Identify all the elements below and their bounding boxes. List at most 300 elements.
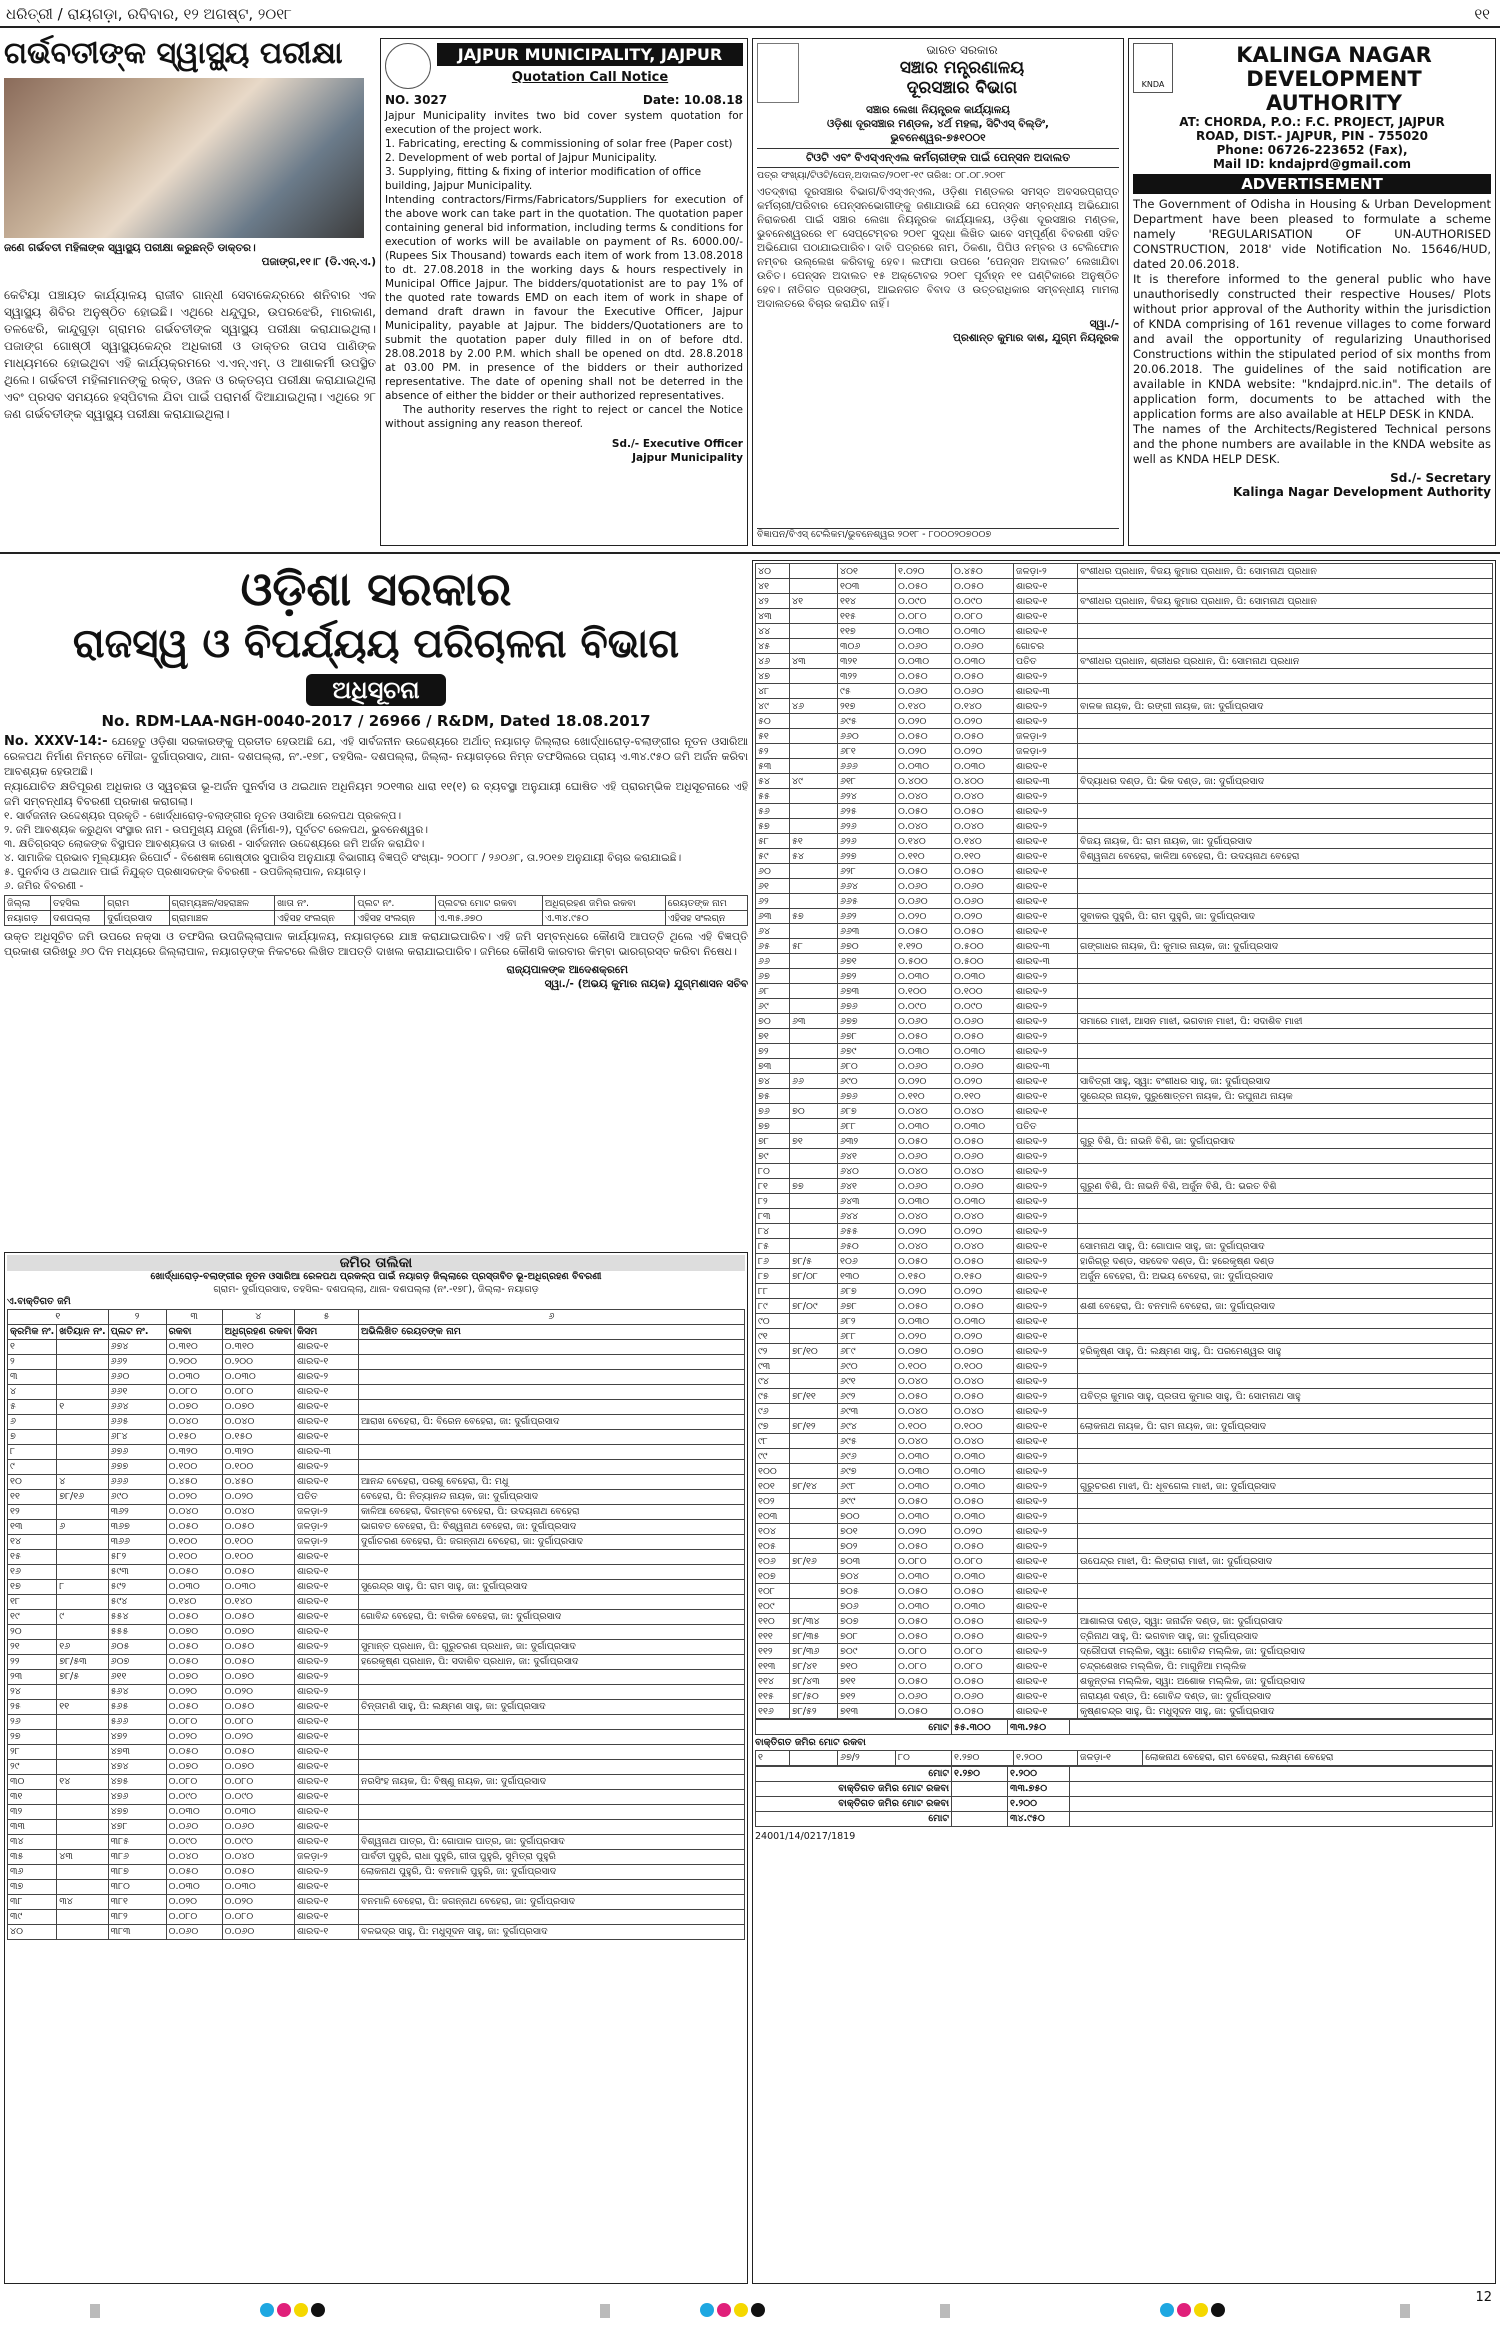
right-table-row-cell: ୬୭୨ <box>838 969 896 984</box>
right-table-row-cell: ୧୦୩ <box>838 579 896 594</box>
right-table-row-cell <box>790 1284 838 1299</box>
right-table-row-cell: ୭୮/୦୮ <box>790 1269 838 1284</box>
right-table-row-cell: ୬୩ <box>756 909 790 924</box>
right-table-row <box>756 999 1493 1014</box>
left-table-row-cell: ୩୭ <box>8 1879 57 1894</box>
left-table-row-cell: ୪୭୮ <box>108 1819 166 1834</box>
left-table-row <box>8 1399 745 1414</box>
right-table-row <box>756 1104 1493 1119</box>
right-table-row-cell: ୦.୦୭୦ <box>896 1344 952 1359</box>
left-table-row-cell: ୩୦ <box>8 1774 57 1789</box>
right-table-row <box>756 744 1493 759</box>
right-table-row-cell: ୦.୫୦୦ <box>896 954 952 969</box>
schedule-header: କ୍ରମିକ ନଂ. <box>8 1324 57 1339</box>
right-table-row-cell: ୦.୦୨୦ <box>896 1074 952 1089</box>
left-table-row-cell: ୩୮୫ <box>108 1834 166 1849</box>
schedule-header: ପ୍ଲଟ ନଂ. <box>108 1324 166 1339</box>
left-table-row-cell: ଶାରଦ-୧ <box>294 1924 358 1939</box>
right-table-row-cell: ୦.୦୫୦ <box>896 1539 952 1554</box>
left-table-row-cell: ଶାରଦ-୧ <box>294 1744 358 1759</box>
right-table-row-cell: ୦.୦୩୦ <box>896 1569 952 1584</box>
left-table-row-cell: ବନମାଳି ବେହେରା, ପି: ଜଗନ୍ନାଥ ବେହେରା, ଜା: ଦୁର୍ଗାପ୍ରସାଦ <box>358 1894 744 1909</box>
jajpur-notice <box>380 38 748 546</box>
right-table-row <box>756 1044 1493 1059</box>
right-table-row-cell: ଶାରଦ-୨ <box>1014 1164 1078 1179</box>
right-table-row-cell: ଶାରଦ-୧ <box>1014 1419 1078 1434</box>
left-table-row <box>8 1924 745 1939</box>
left-table-row <box>8 1894 745 1909</box>
right-table-row-cell: ୫୭ <box>756 819 790 834</box>
left-table-row-cell: ୦.୦୫୦ <box>166 1639 222 1654</box>
right-table-row <box>756 1449 1493 1464</box>
right-table-row-cell: ଶାରଦ-୨ <box>1014 1389 1078 1404</box>
right-table-row-cell <box>1078 1599 1493 1614</box>
left-table-row-cell: ୦.୦୫୦ <box>166 1564 222 1579</box>
left-table-row <box>8 1549 745 1564</box>
right-table-row-cell: ଶାରଦ-୧ <box>1014 1554 1078 1569</box>
right-table-row-cell: ୦.୦୫୦ <box>952 729 1014 744</box>
left-table-row-cell <box>358 1444 744 1459</box>
right-table-row-cell: ୬୭୧ <box>838 954 896 969</box>
right-table-row-cell: ୦.୫୦୦ <box>952 939 1014 954</box>
jajpur-title: JAJPUR MUNICIPALITY, JAJPUR <box>437 43 743 66</box>
summary-header: ଗ୍ରାମ୍ୟଞ୍ଚଳ/ସହରାଞ୍ଚଳ <box>169 896 275 911</box>
right-table-row-cell: ୭୮/୧୨ <box>790 1419 838 1434</box>
left-table-row-cell: ୦.୦୨୦ <box>166 1729 222 1744</box>
black-dot-icon <box>751 2303 765 2317</box>
schedule-header: ଖତିୟାନ ନଂ. <box>57 1324 108 1339</box>
left-table-row <box>8 1864 745 1879</box>
right-table-row <box>756 1419 1493 1434</box>
summary-cell: ନୟାଗଡ଼ <box>5 911 51 926</box>
right-table-row-cell <box>790 639 838 654</box>
right-table-row-cell: ୦.୦୫୦ <box>952 1494 1014 1509</box>
left-table-row-cell <box>358 1624 744 1639</box>
left-table-row <box>8 1594 745 1609</box>
right-table-row-cell: ୬୫୫ <box>838 1224 896 1239</box>
left-table-row-cell: ୨୫ <box>8 1699 57 1714</box>
right-table-row <box>756 1029 1493 1044</box>
left-table-row-cell: ୨୭ <box>8 1729 57 1744</box>
right-table-row-cell: ସୋମନାଥ ସାହୁ, ପି: ଗୋପାଳ ସାହୁ, ଜା: ଦୁର୍ଗାପ୍ରସାଦ <box>1078 1239 1493 1254</box>
right-table-row-cell: ୦.୦୩୦ <box>896 1599 952 1614</box>
left-table-row-cell: ୦.୦୮୦ <box>222 1384 294 1399</box>
right-table-row-cell: ୦.୪୦୦ <box>896 774 952 789</box>
right-table-row <box>756 1569 1493 1584</box>
summary-cell: ଦୁର୍ଗାପ୍ରସାଦ <box>105 911 169 926</box>
right-table-row-cell: ୦.୧୧୦ <box>896 849 952 864</box>
knda-logo-text: KNDA <box>1141 80 1165 89</box>
right-table-row-cell: ୦.୦୫୦ <box>952 1704 1014 1719</box>
right-table-row-cell: ୦.୦୩୦ <box>896 1194 952 1209</box>
dot-line-4: ସଞ୍ଚାର ଲେଖା ନିୟନ୍ତ୍ରକ କାର୍ଯ୍ୟାଳୟ <box>866 104 1010 116</box>
schedule-colnum-row <box>8 1309 745 1324</box>
right-table-row <box>756 1074 1493 1089</box>
right-table-row-cell: ଶାରଦ-୨ <box>1014 1179 1078 1194</box>
right-table-row-cell: ୪୦ <box>756 564 790 579</box>
left-table-row-cell: ୦.୦୭୦ <box>222 1624 294 1639</box>
left-table-row-cell: ୦.୪୫୦ <box>222 1474 294 1489</box>
right-table-row <box>756 1254 1493 1269</box>
summary-cell: ଏ.୩୪.୯୫୦ <box>542 911 665 926</box>
total-row <box>756 1766 1493 1781</box>
right-table-row-cell: ୦.୦୩୦ <box>896 1479 952 1494</box>
page-number-bottom: 12 <box>1475 2290 1492 2305</box>
right-table-row-cell: ୦.୦୫୦ <box>952 924 1014 939</box>
left-table-row-cell: ୪୭୭ <box>108 1804 166 1819</box>
right-table-row-cell: ୦.୦୫୦ <box>952 1029 1014 1044</box>
right-table-row-cell <box>790 1044 838 1059</box>
right-table-row-cell: ୦.୦୩୦ <box>896 654 952 669</box>
right-table-row-cell: ୧୧୫ <box>838 609 896 624</box>
schedule-colnum: ୩ <box>166 1309 222 1324</box>
right-table-row <box>756 1644 1493 1659</box>
right-table-row-cell <box>1078 1359 1493 1374</box>
right-table-row-cell: ୮୮ <box>756 1284 790 1299</box>
jajpur-sign-1: Sd./- Executive Officer <box>611 438 743 450</box>
right-table-row-cell: ୬୨୬ <box>838 834 896 849</box>
right-table-row <box>756 1509 1493 1524</box>
right-table-row-cell <box>790 864 838 879</box>
right-table-row-cell: ୬୭୯ <box>838 1044 896 1059</box>
right-table-row-cell: ୦.୪୦୦ <box>952 774 1014 789</box>
right-table-row-cell: ଶାରଦ-୧ <box>1014 1584 1078 1599</box>
summary-header: ଖାତା ନଂ. <box>275 896 355 911</box>
right-table-row-cell: ୧୦୦ <box>756 1464 790 1479</box>
left-table-row-cell <box>57 1354 108 1369</box>
color-bar <box>1160 2302 1228 2321</box>
right-table-row-cell <box>1078 1044 1493 1059</box>
right-table-row-cell: ଅର୍ଜୁନ ବେହେରା, ପି: ଅଭୟ ବେହେରା, ଜା: ଦୁର୍ଗାପ୍ରସାଦ <box>1078 1269 1493 1284</box>
right-table-row-cell: ବିଦ୍ୟାଧର ଦଣ୍ଡ, ପି: ଭିକ ଦଣ୍ଡ, ଜା: ଦୁର୍ଗାପ୍ରସାଦ <box>1078 774 1493 789</box>
section-divider <box>0 552 1500 554</box>
left-table-row <box>8 1384 745 1399</box>
right-table-row-cell: ୭୪ <box>756 1074 790 1089</box>
right-table-row-cell: ୦.୦୬୦ <box>952 1014 1014 1029</box>
right-table-row-cell: ଶାରଦ-୧ <box>1014 1569 1078 1584</box>
right-table-row-cell: ପବିତ୍ର କୁମାର ସାହୁ, ପ୍ରତାପ କୁମାର ସାହୁ, ପି: ସୋମନାଥ ସାହୁ <box>1078 1389 1493 1404</box>
left-table-row-cell: ବିଶ୍ୱନାଥ ପାତ୍ର, ପି: ଗୋପାଳ ପାତ୍ର, ଜା: ଦୁର୍ଗାପ୍ରସାଦ <box>358 1834 744 1849</box>
total-cell: ବାକ୍ତିଗତ ଜମିର ମୋଟ ରକବା <box>756 1781 952 1796</box>
govt-land-section: ବାକ୍ତିଗତ ଜମିର ମୋଟ ରକବା <box>755 1737 866 1748</box>
left-table-row-cell: ୦.୧୫୦ <box>166 1429 222 1444</box>
left-table-row-cell: ଶାରଦ-୧ <box>294 1339 358 1354</box>
right-table-row-cell: ଶାରଦ-୧ <box>1014 909 1078 924</box>
right-table-row-cell: ଶାରଦ-୨ <box>1014 669 1078 684</box>
left-table-row-cell: ଶାରଦ-୩ <box>294 1444 358 1459</box>
crop-mark <box>940 2304 950 2318</box>
right-table-row-cell <box>1078 1119 1493 1134</box>
left-table-row-cell: ୦.୦୨୦ <box>222 1684 294 1699</box>
right-table-row-cell: ଆଶାଲତା ଦଣ୍ଡ, ସ୍ୱା: ଜନାର୍ଦ୍ଦନ ଦଣ୍ଡ, ଜା: ଦୁର୍ଗାପ୍ରସାଦ <box>1078 1614 1493 1629</box>
right-table-row-cell: ୬୨୮ <box>838 864 896 879</box>
left-table-row-cell: ୦.୩୧୦ <box>166 1339 222 1354</box>
right-table-row-cell: ୦.୦୨୦ <box>952 1074 1014 1089</box>
right-table-row <box>756 594 1493 609</box>
right-table-row-cell: ଶାରଦ-୨ <box>1014 714 1078 729</box>
right-table-row-cell: ୬୪୩ <box>838 1194 896 1209</box>
right-table-row-cell: ୬୨ <box>756 894 790 909</box>
right-table-row-cell: ୬୯୫ <box>838 1434 896 1449</box>
right-table-row-cell <box>790 1584 838 1599</box>
right-table-row-cell: ଶାରଦ-୨ <box>1014 1524 1078 1539</box>
govt-notif-no: No. RDM-LAA-NGH-0040-2017 / 26966 / R&DM, Dated 18.08.2017 <box>101 712 651 730</box>
left-table-row-cell: ଭାଗବତ ବେହେରା, ପି: ବିଶ୍ୱନାଥ ବେହେରା, ଜା: ଦୁର୍ଗାପ୍ରସାଦ <box>358 1519 744 1534</box>
right-table-row-cell: ୧୦୫ <box>756 1539 790 1554</box>
right-table-row-cell: ଶାରଦ-୨ <box>1014 1629 1078 1644</box>
right-table-row-cell <box>790 1569 838 1584</box>
knda-phone: Phone: 06726-223652 (Fax), <box>1216 143 1408 157</box>
govt-table-row-cell: ଜଳଡ଼ା-୧ <box>1078 1750 1143 1765</box>
right-table-row <box>756 1014 1493 1029</box>
right-table-row <box>756 969 1493 984</box>
right-table-row-cell: ୦.୦୬୦ <box>952 1149 1014 1164</box>
right-table-row-cell: ୦.୦୨୦ <box>952 1284 1014 1299</box>
left-table-row-cell <box>57 1879 108 1894</box>
dot-sig-1: ସ୍ୱା./- <box>1089 317 1119 330</box>
right-table-row-cell: ୬୭୦ <box>838 939 896 954</box>
right-table-row-cell: ୭୮/୧୬ <box>790 1554 838 1569</box>
right-table-row-cell <box>790 1494 838 1509</box>
left-table-row <box>8 1669 745 1684</box>
left-table-row-cell: ୦.୦୬୦ <box>222 1819 294 1834</box>
left-table-row-cell <box>57 1684 108 1699</box>
right-table-row-cell: ୩୨୧ <box>838 654 896 669</box>
right-table-row-cell: ୩୦୬ <box>838 639 896 654</box>
right-table-row-cell <box>1078 1464 1493 1479</box>
left-table-row-cell: ଶାରଦ-୧ <box>294 1609 358 1624</box>
left-table-row-cell: ୦.୨୦୦ <box>166 1354 222 1369</box>
right-table-row-cell: ୦.୧୧୦ <box>952 849 1014 864</box>
right-table-row-cell: ୭୦୮ <box>838 1629 896 1644</box>
right-table-row-cell: ୦.୦୬୦ <box>896 1014 952 1029</box>
jajpur-body: Intending contractors/Firms/Fabricators/Suppliers for execution of the above work can take part in the quotation. The quotation paper containing general bid information, including terms & conditions for execution of works will be available on payment of Rs. 6000.00/- (Rupees Six Thousand) towards each item of work from 13.08.2018 to dt. 27.08.2018 in the working days & hours respectively in Municipal Office Jajpur. The bidders/quotationist are to pay 1% of the quoted rate towards EMD on each item of work in shape of demand draft drawn in favour the Executive Officer, Jajpur Municipality, payable at Jajpur. The bidders/Quotationers are to submit the quotation paper duly filled in on of before dtd. 28.08.2018 by 2.00 P.M. which shall be opened on dtd. 28.8.2018 at 03.00 PM. in presence of the bidders or their authorized representative. The date of opening shall not be deterred in the absence of either the bidder or their authorized representatives. <box>385 194 743 402</box>
right-table-row-cell: ୦.୦୪୦ <box>896 1209 952 1224</box>
right-table-row-cell: ଗୋଚର <box>1014 639 1078 654</box>
left-table-row-cell <box>57 1429 108 1444</box>
right-table-row-cell: ୬୨୬ <box>838 819 896 834</box>
left-table-row-cell <box>57 1504 108 1519</box>
schedule-colnum: ୪ <box>222 1309 294 1324</box>
left-table-row <box>8 1459 745 1474</box>
right-total-area: ୫୫.୩୦୦ <box>952 1720 1008 1735</box>
left-table-row-cell: ୫୫୫ <box>108 1624 166 1639</box>
govt-order: ରାଜ୍ୟପାଳଙ୍କ ଆଦେଶକ୍ରମେ <box>506 964 628 976</box>
right-table-row-cell <box>790 879 838 894</box>
right-table-row-cell <box>1078 1104 1493 1119</box>
right-table-row-cell: ୦.୦୪୦ <box>952 1164 1014 1179</box>
black-dot-icon <box>1211 2303 1225 2317</box>
right-table-row-cell: ୦.୦୪୦ <box>952 819 1014 834</box>
left-table-row-cell <box>57 1729 108 1744</box>
left-table-row-cell <box>57 1819 108 1834</box>
right-table-row-cell: ବଂଶୀଧର ପ୍ରଧାନ, ବିଜୟ କୁମାର ପ୍ରଧାନ, ପି: ସୋମନାଥ ପ୍ରଧାନ <box>1078 594 1493 609</box>
right-table-row <box>756 1479 1493 1494</box>
right-table-row-cell: ୭୧ <box>756 1029 790 1044</box>
left-table-row <box>8 1684 745 1699</box>
left-table-row-cell: ୦.୦୫୦ <box>222 1864 294 1879</box>
govt-list-6: ୬. ଜମିର ବିବରଣୀ - <box>4 880 84 892</box>
right-table-row-cell: ୪୦୧ <box>838 564 896 579</box>
right-table-row-cell: ୪୪ <box>756 624 790 639</box>
right-table-row-cell: ୬୭୭ <box>838 1014 896 1029</box>
right-table-row-cell: ୦.୦୬୦ <box>896 1689 952 1704</box>
right-table-row-cell: ୦.୦୬୦ <box>952 1179 1014 1194</box>
left-table-row <box>8 1534 745 1549</box>
govt-list-4: ୪. ସାମାଜିକ ପ୍ରଭାବ ମୂଲ୍ୟାୟନ ରିପୋର୍ଟ - ବିଶେଷଜ୍ଞ ଗୋଷ୍ଠୀର ସୁପାରିସ ଅନୁଯାୟୀ ବିଭାଗୀୟ ବିଜ୍ଞପ୍ତି ସଂଖ୍ୟା- ୨୦୦୮୮ / ୨୬୦୬୮, ତା.୨୦୧୭ ଅନୁଯାୟୀ ବିଚାର କରାଯାଇଛି। <box>4 852 682 864</box>
right-table-row-cell: ୫୫ <box>756 789 790 804</box>
left-table-row-cell: ଶାରଦ-୨ <box>294 1639 358 1654</box>
left-table-row-cell <box>57 1924 108 1939</box>
right-table-row-cell: ୦.୦୫୦ <box>952 1299 1014 1314</box>
right-table-row-cell: ୬୯୨ <box>838 1389 896 1404</box>
right-table-row-cell: ୧୧୪ <box>756 1674 790 1689</box>
left-table-row <box>8 1504 745 1519</box>
right-table-row-cell: ୭୭ <box>756 1119 790 1134</box>
right-table-row-cell: ୬୯୫ <box>838 714 896 729</box>
left-table-row-cell: ୪୭୩ <box>108 1744 166 1759</box>
schedule-right-total <box>755 1719 1493 1735</box>
color-bar <box>700 2302 768 2321</box>
left-table-row <box>8 1519 745 1534</box>
news-article <box>4 34 376 554</box>
govt-table-row-cell: ୧.୨୭୦ <box>952 1750 1014 1765</box>
right-table-row-cell: ୫୧ <box>756 729 790 744</box>
left-table-row-cell: ୬ <box>8 1414 57 1429</box>
right-table-row-cell <box>790 924 838 939</box>
knda-ad <box>1128 38 1496 546</box>
left-table-row-cell: ଶାରଦ-୨ <box>294 1669 358 1684</box>
left-table-row-cell: ୦.୦୪୦ <box>222 1849 294 1864</box>
govt-title-2: ରାଜସ୍ୱ ଓ ବିପର୍ଯ୍ୟୟ ପରିଚାଳନା ବିଭାଗ <box>72 621 680 667</box>
govt-table-row-cell: ଲୋକନାଥ ବେହେରା, ରାମ ବେହେରା, ଲକ୍ଷ୍ମଣ ବେହେରା <box>1143 1750 1493 1765</box>
right-table-row-cell: ଶାରଦ-୨ <box>1014 1449 1078 1464</box>
knda-title-1: KALINGA NAGAR <box>1236 43 1432 67</box>
right-table-row-cell: ୬୪୦ <box>838 1164 896 1179</box>
right-table-row-cell: ୫୦ <box>756 714 790 729</box>
right-table-row-cell: ୦.୦୩୦ <box>952 1044 1014 1059</box>
right-table-row-cell: ୦.୦୪୦ <box>952 1104 1014 1119</box>
left-table-row-cell <box>57 1789 108 1804</box>
right-table-row-cell: ୪୧ <box>790 594 838 609</box>
right-table-row-cell: ୦.୦୫୦ <box>896 1254 952 1269</box>
right-table-row-cell <box>790 624 838 639</box>
summary-header: ପ୍ଲଟର ମୋଟ ରକବା <box>435 896 542 911</box>
right-table-row <box>756 1209 1493 1224</box>
left-table-row-cell: ୦.୦୫୦ <box>222 1564 294 1579</box>
knda-logo <box>1133 43 1173 93</box>
left-table-row <box>8 1744 745 1759</box>
right-table-row-cell: ୦.୦୪୦ <box>952 1404 1014 1419</box>
summary-header: ଅଧିଗ୍ରହଣ ଜମିର ରକବା <box>542 896 665 911</box>
right-table-row-cell: ୦.୦୫୦ <box>952 1629 1014 1644</box>
knda-mail: Mail ID: kndajprd@gmail.com <box>1212 157 1412 171</box>
right-table-row-cell: ୦.୦୮୦ <box>896 609 952 624</box>
left-table-row-cell: ୪୩ <box>57 1849 108 1864</box>
right-table-row-cell: ଶାରଦ-୩ <box>1014 684 1078 699</box>
right-table-row-cell: ୬୭୮ <box>838 1299 896 1314</box>
right-table-row-cell: ଶାରଦ-୩ <box>1014 774 1078 789</box>
left-table-row-cell <box>358 1339 744 1354</box>
right-table-row-cell: ବଂଶୀଧର ପ୍ରଧାନ, ଶ୍ରୀଧର ପ୍ରଧାନ, ପି: ସୋମନାଥ ପ୍ରଧାନ <box>1078 654 1493 669</box>
right-table-row-cell <box>1078 969 1493 984</box>
right-table-row-cell: ୦.୦୫୦ <box>952 1134 1014 1149</box>
right-table-row-cell: ୭୮/୪୩ <box>790 1674 838 1689</box>
right-table-row-cell: ୦.୦୯୦ <box>896 999 952 1014</box>
left-table-row-cell: ୬୭୭ <box>108 1459 166 1474</box>
right-table-row-cell: ୦.୦୮୦ <box>952 609 1014 624</box>
total-blank <box>1070 1811 1493 1826</box>
right-table-row-cell: ବଂଶୀଧର ପ୍ରଧାନ, ବିଜୟ କୁମାର ପ୍ରଧାନ, ପି: ସୋମନାଥ ପ୍ରଧାନ <box>1078 564 1493 579</box>
right-table-row-cell: ଶାରଦ-୧ <box>1014 1104 1078 1119</box>
right-table-row <box>756 1659 1493 1674</box>
left-table-row-cell <box>57 1594 108 1609</box>
right-table-row-cell <box>790 789 838 804</box>
left-table-row-cell: ୨୩ <box>8 1669 57 1684</box>
govt-para-1-text: ଯେହେତୁ ଓଡ଼ିଶା ସରକାରଙ୍କୁ ପ୍ରତୀତ ହେଉଅଛି ଯେ, ଏହି ସାର୍ବଜନୀନ ଉଦ୍ଦେଶ୍ୟରେ ଅର୍ଥାତ୍ ନୟାଗଡ଼ ଜିଲ୍ଲାର ଖୋର୍ଦ୍ଧାରୋଡ଼-ବଲାଙ୍ଗୀର ନୂତନ ଓସାରିଆ ରେଳପଥ ନିର୍ମାଣ ନିମନ୍ତେ ମୌଜା- ଦୁର୍ଗାପ୍ରସାଦ, ଥାନା- ଦଶପଲ୍ଲା, ନଂ.-୧୭୮, ତହସିଲ- ଦଶପଲ୍ଲା, ଜିଲ୍ଲା- ନୟାଗଡ଼ରେ ନିମ୍ନ ତଫସିଲରେ ପ୍ରାୟ ଏ.୩୪.୯୫୦ ଜମି ଅର୍ଜନ କରିବା ଆବଶ୍ୟକ ହେଉଅଛି। <box>4 735 748 778</box>
right-table-row-cell: ଶାରଦ-୨ <box>1014 789 1078 804</box>
left-table-row-cell: ୦.୦୭୦ <box>222 1669 294 1684</box>
left-table-row-cell: ୦.୦୪୦ <box>166 1504 222 1519</box>
masthead-left: ଧରିତ୍ରୀ / ରାୟଗଡ଼ା, ରବିବାର, ୧୨ ଅଗଷ୍ଟ, ୨୦୧୮ <box>6 5 292 23</box>
right-table-row-cell: ୬୧ <box>756 879 790 894</box>
right-table-row <box>756 924 1493 939</box>
right-table-row <box>756 984 1493 999</box>
total-row <box>756 1811 1493 1826</box>
left-table-row-cell <box>57 1804 108 1819</box>
summary-header: ରେୟତଙ୍କ ନାମ <box>665 896 747 911</box>
right-table-row-cell: ଶାରଦ-୨ <box>1014 1464 1078 1479</box>
left-table-row-cell: ୬୬୨ <box>108 1354 166 1369</box>
left-table-row-cell: ୫୯୨ <box>108 1579 166 1594</box>
right-table-row-cell: ଶାରଦ-୨ <box>1014 969 1078 984</box>
dot-line-3: ଦୂରସଞ୍ଚାର ବିଭାଗ <box>906 78 1018 98</box>
right-table-row-cell <box>1078 579 1493 594</box>
right-table-row-cell: ଶାରଦ-୨ <box>1014 1194 1078 1209</box>
right-table-row-cell: ୫୩ <box>756 759 790 774</box>
left-table-row-cell: ୦.୧୪୦ <box>166 1594 222 1609</box>
left-table-row-cell: ୦.୦୪୦ <box>222 1414 294 1429</box>
right-table-row-cell: ୭୦୪ <box>838 1569 896 1584</box>
govt-para-2: ନ୍ୟାଯୋଚିତ କ୍ଷତିପୂରଣ ଅଧିକାର ଓ ସ୍ୱଚ୍ଛତା ଭୂ-ଅର୍ଜନ ପୁନର୍ବାସ ଓ ଥଇଥାନ ଅଧିନିୟମ ୨୦୧୩ର ଧାରା ୧୧(୧) ର ବ୍ୟବସ୍ଥା ଅନୁଯାୟୀ ଘୋଷିତ ଏହି ପ୍ରାରମ୍ଭିକ ଅଧିସୂଚନାରେ ଏହି ଜମି ସମ୍ବନ୍ଧୀୟ ବିବରଣୀ ପ୍ରକାଶ କରାଗଲା। <box>4 780 748 808</box>
govt-title-1: ଓଡ଼ିଶା ସରକାର <box>240 562 512 616</box>
right-table-row-cell: ୭୦୭ <box>838 1614 896 1629</box>
left-table-row-cell: ୦.୦୨୦ <box>166 1894 222 1909</box>
left-table-row-cell: ଶାରଦ-୧ <box>294 1714 358 1729</box>
left-table-row-cell: ଶାରଦ-୧ <box>294 1579 358 1594</box>
right-table-row-cell: ଦ୍ରୌପଦୀ ମଲ୍ଲିକ, ସ୍ୱା: ଗୋବିନ୍ଦ ମଲ୍ଲିକ, ଜା: ଦୁର୍ଗାପ୍ରସାଦ <box>1078 1644 1493 1659</box>
yellow-dot-icon <box>734 2303 748 2317</box>
right-table-row-cell: ୭୧୨ <box>838 1689 896 1704</box>
right-table-row-cell: ୦.୦୩୦ <box>952 759 1014 774</box>
total-blank <box>1070 1796 1493 1811</box>
right-table-row-cell: ୪୩ <box>756 609 790 624</box>
left-table-row-cell: ୦.୦୨୦ <box>222 1489 294 1504</box>
left-table-row-cell: ସୁମାନ୍ତ ପ୍ରଧାନ, ପି: ଗୁରୁଚରଣ ପ୍ରଧାନ, ଜା: ଦୁର୍ଗାପ୍ରସାଦ <box>358 1639 744 1654</box>
right-table-row-cell <box>790 1164 838 1179</box>
right-table-row-cell: ସୁବାକର ପୁହୁରି, ପି: ରାମ ପୁହୁରି, ଜା: ଦୁର୍ଗାପ୍ରସାଦ <box>1078 909 1493 924</box>
right-table-row-cell: ୦.୦୮୦ <box>952 1554 1014 1569</box>
left-table-row <box>8 1444 745 1459</box>
left-table-row-cell: ୦.୦୩୦ <box>222 1579 294 1594</box>
right-table-row-cell: କୃଷ୍ଣଚନ୍ଦ୍ର ସାହୁ, ପି: ମଧୁସୂଦନ ସାହୁ, ଜା: ଦୁର୍ଗାପ୍ରସାଦ <box>1078 1704 1493 1719</box>
left-table-row-cell: ୦.୧୫୦ <box>222 1429 294 1444</box>
right-table-row-cell <box>790 1149 838 1164</box>
right-table-row-cell: ୦.୦୫୦ <box>896 1299 952 1314</box>
right-table-row <box>756 834 1493 849</box>
right-table-row-cell: ୦.୦୨୦ <box>896 1524 952 1539</box>
govt-list-1: ୧. ସାର୍ବଜନୀନ ଉଦ୍ଦେଶ୍ୟର ପ୍ରକୃତି - ଖୋର୍ଦ୍ଧାରୋଡ଼-ବଲାଙ୍ଗୀର ନୂତନ ଓସାରିଆ ରେଳପଥ ପ୍ରକଳ୍ପ। <box>4 810 402 822</box>
